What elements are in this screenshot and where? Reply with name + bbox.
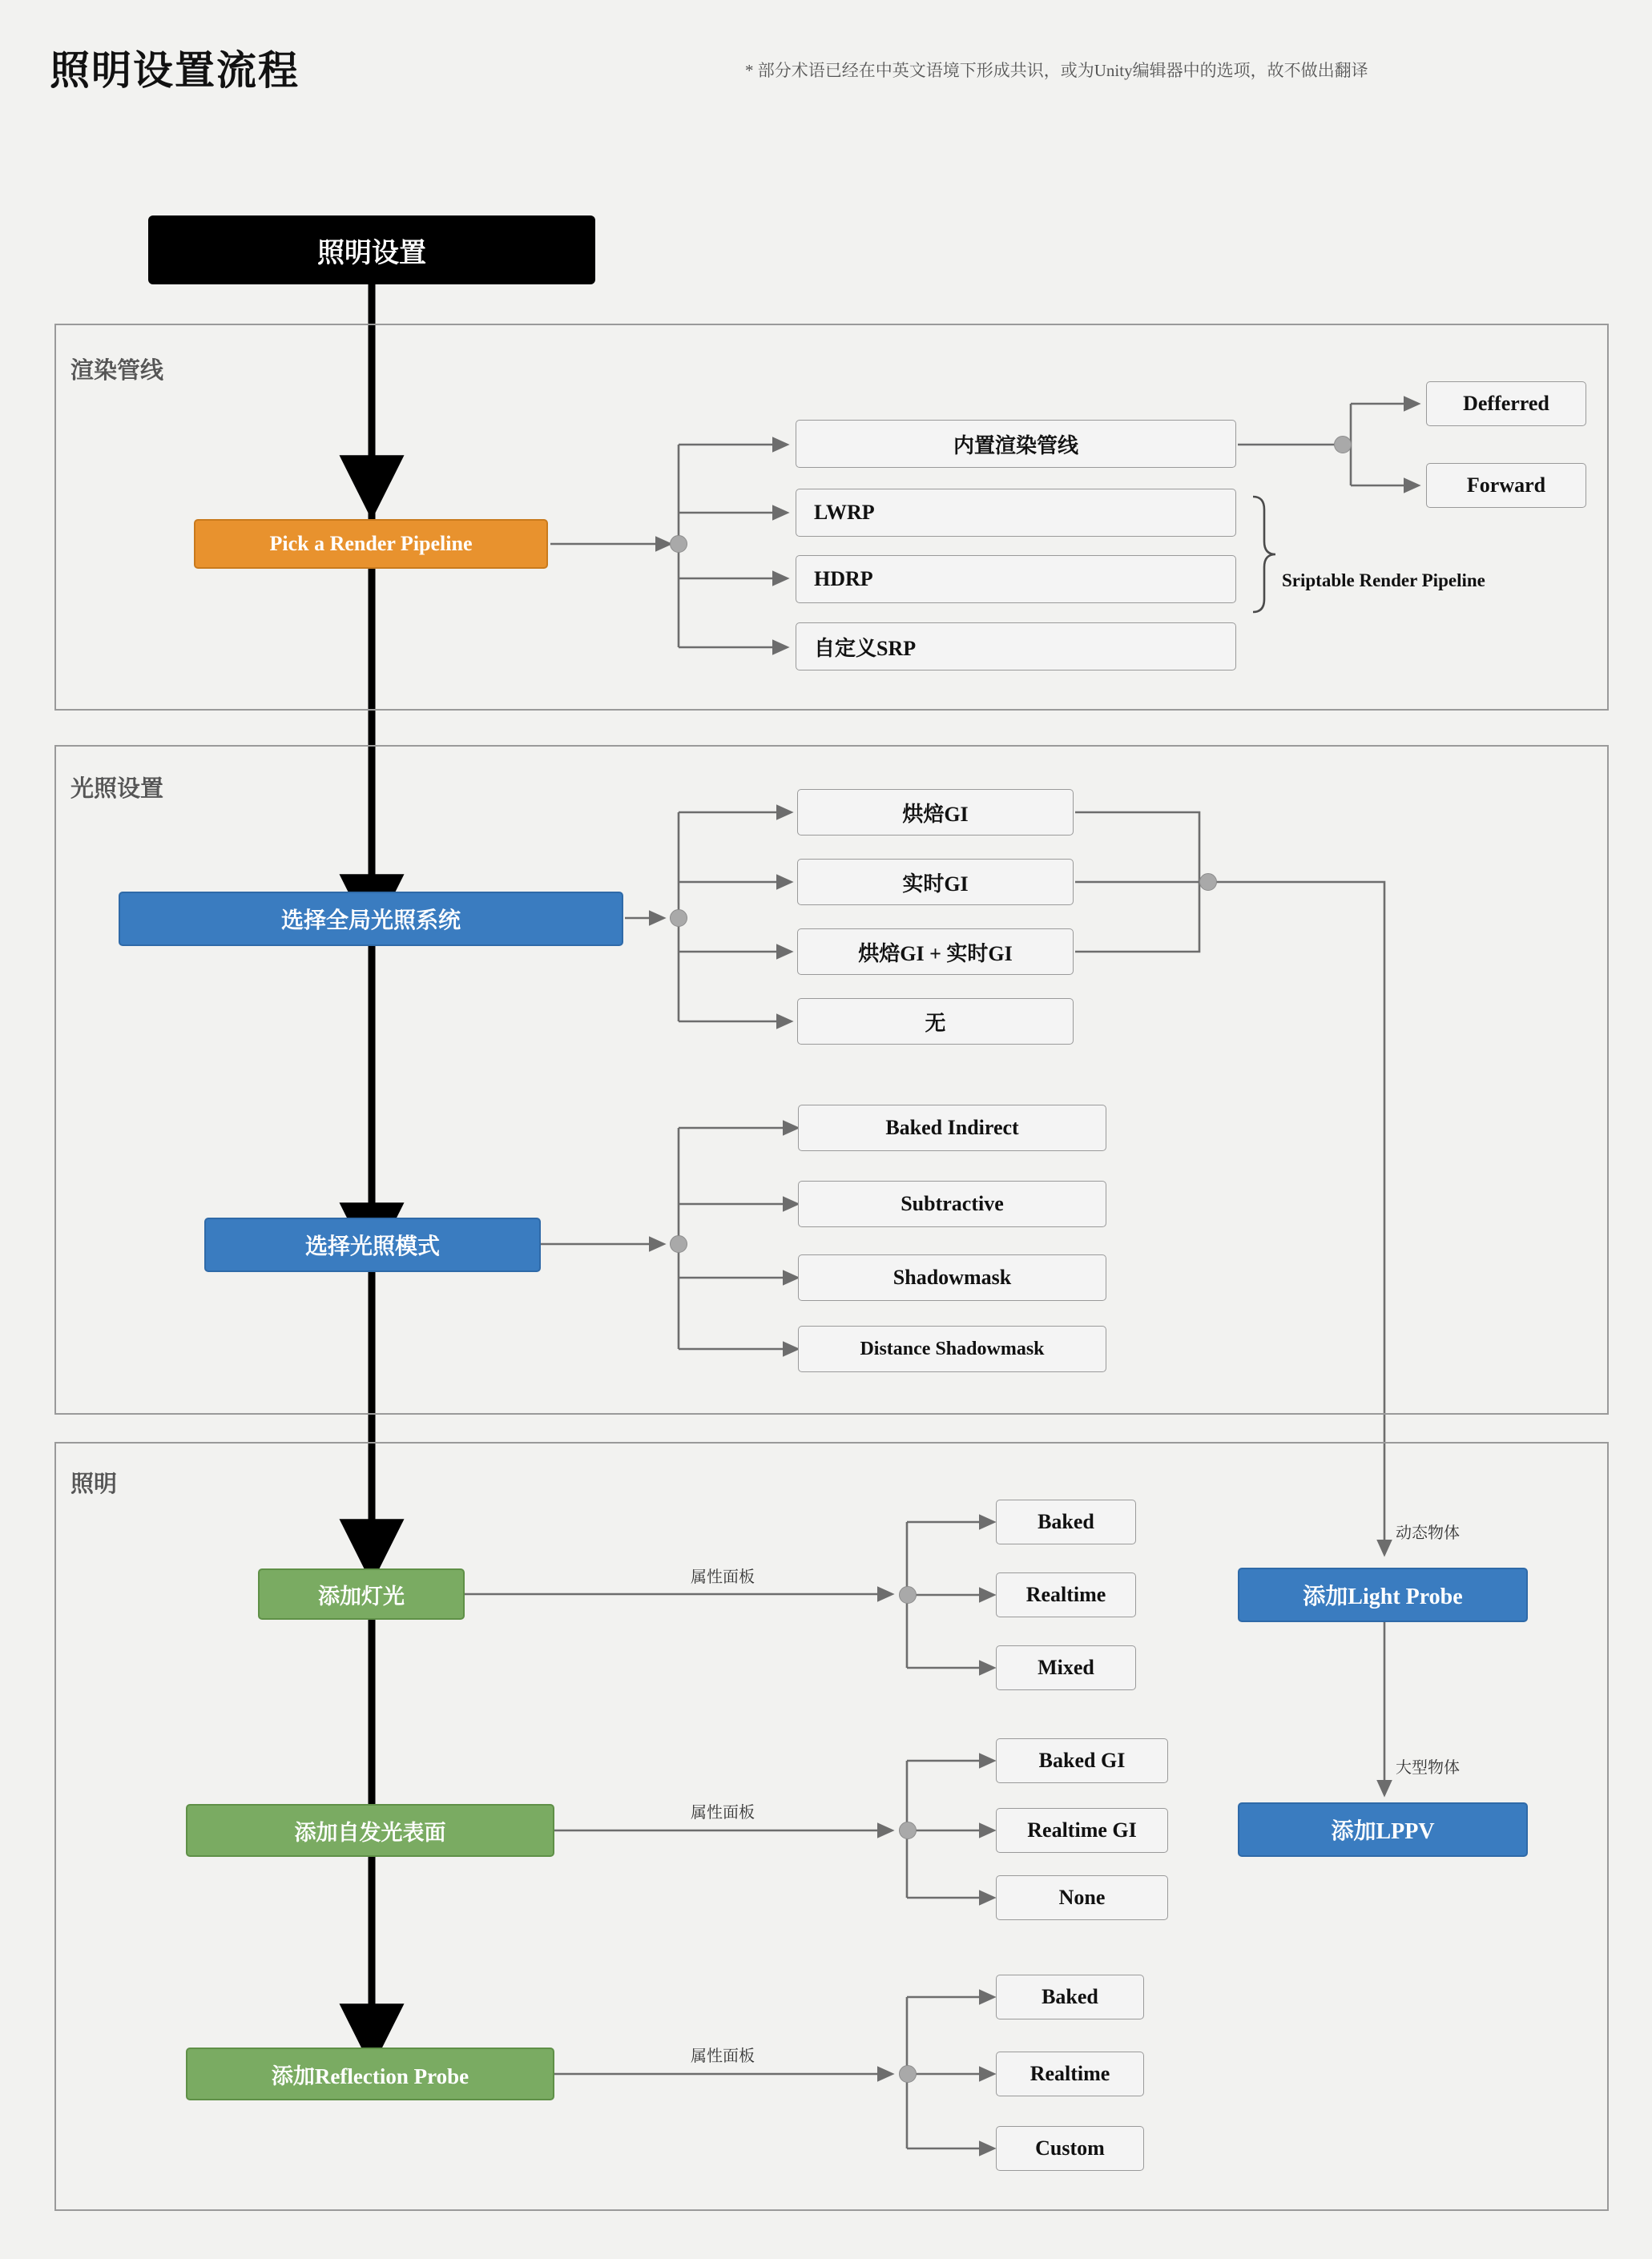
edge-label-add-reflection-probe: 属性面板 (691, 2048, 755, 2065)
node-deffered[interactable]: Defferred (1426, 381, 1586, 426)
junction-add-light (899, 1586, 917, 1604)
section-label-lighting: 照明 (71, 1472, 118, 1497)
section-label-lighting-settings: 光照设置 (71, 776, 164, 802)
junction-builtin-pipeline (1334, 436, 1352, 453)
node-mode-baked-indirect[interactable]: Baked Indirect (798, 1105, 1106, 1151)
node-emissive-none[interactable]: None (996, 1875, 1168, 1920)
node-mode-distance-shadowmask[interactable]: Distance Shadowmask (798, 1326, 1106, 1372)
node-add-light-probe[interactable]: 添加Light Probe (1238, 1568, 1528, 1622)
node-select-gi-system[interactable]: 选择全局光照系统 (119, 892, 623, 946)
node-gi-realtime[interactable]: 实时GI (797, 859, 1074, 905)
junction-gi-merge (1199, 873, 1217, 891)
node-probe-realtime[interactable]: Realtime (996, 2052, 1144, 2096)
node-forward[interactable]: Forward (1426, 463, 1586, 508)
edge-label-dynamic-objects: 动态物体 (1396, 1524, 1460, 1542)
node-mode-subtractive[interactable]: Subtractive (798, 1181, 1106, 1227)
junction-gi-system (670, 909, 687, 927)
node-add-reflection-probe[interactable]: 添加Reflection Probe (186, 2048, 554, 2100)
node-add-light[interactable]: 添加灯光 (258, 1568, 465, 1620)
node-pipeline-lwrp[interactable]: LWRP (796, 489, 1236, 537)
node-probe-custom[interactable]: Custom (996, 2126, 1144, 2171)
node-light-baked[interactable]: Baked (996, 1500, 1136, 1544)
node-gi-baked[interactable]: 烘焙GI (797, 789, 1074, 836)
edge-label-add-light: 属性面板 (691, 1568, 755, 1586)
node-light-realtime[interactable]: Realtime (996, 1572, 1136, 1617)
junction-render-pipeline (670, 535, 687, 553)
node-emissive-realtime-gi[interactable]: Realtime GI (996, 1808, 1168, 1853)
edge-label-large-objects: 大型物体 (1396, 1759, 1460, 1777)
junction-light-mode (670, 1235, 687, 1253)
node-light-mixed[interactable]: Mixed (996, 1645, 1136, 1690)
node-select-light-mode[interactable]: 选择光照模式 (204, 1218, 541, 1272)
node-add-lppv[interactable]: 添加LPPV (1238, 1802, 1528, 1857)
node-pipeline-builtin[interactable]: 内置渲染管线 (796, 420, 1236, 468)
node-emissive-baked-gi[interactable]: Baked GI (996, 1738, 1168, 1783)
junction-add-emissive (899, 1822, 917, 1839)
edge-label-add-emissive: 属性面板 (691, 1804, 755, 1822)
section-lighting-settings (54, 745, 1609, 1415)
node-mode-shadowmask[interactable]: Shadowmask (798, 1254, 1106, 1301)
node-pipeline-custom-srp[interactable]: 自定义SRP (796, 622, 1236, 670)
node-pick-render-pipeline[interactable]: Pick a Render Pipeline (194, 519, 548, 569)
node-pipeline-hdrp[interactable]: HDRP (796, 555, 1236, 603)
node-gi-none[interactable]: 无 (797, 998, 1074, 1045)
node-add-emissive-surface[interactable]: 添加自发光表面 (186, 1804, 554, 1857)
junction-add-reflection-probe (899, 2065, 917, 2083)
node-lighting-setup-start[interactable]: 照明设置 (148, 215, 595, 284)
label-scriptable-render-pipeline: Sriptable Render Pipeline (1282, 570, 1485, 590)
translation-note: * 部分术语已经在中英文语境下形成共识，或为Unity编辑器中的选项，故不做出翻译 (745, 61, 1368, 80)
section-label-render-pipeline: 渲染管线 (71, 358, 164, 384)
page-title: 照明设置流程 (50, 48, 300, 93)
node-gi-baked-plus-realtime[interactable]: 烘焙GI + 实时GI (797, 928, 1074, 975)
node-probe-baked[interactable]: Baked (996, 1975, 1144, 2019)
